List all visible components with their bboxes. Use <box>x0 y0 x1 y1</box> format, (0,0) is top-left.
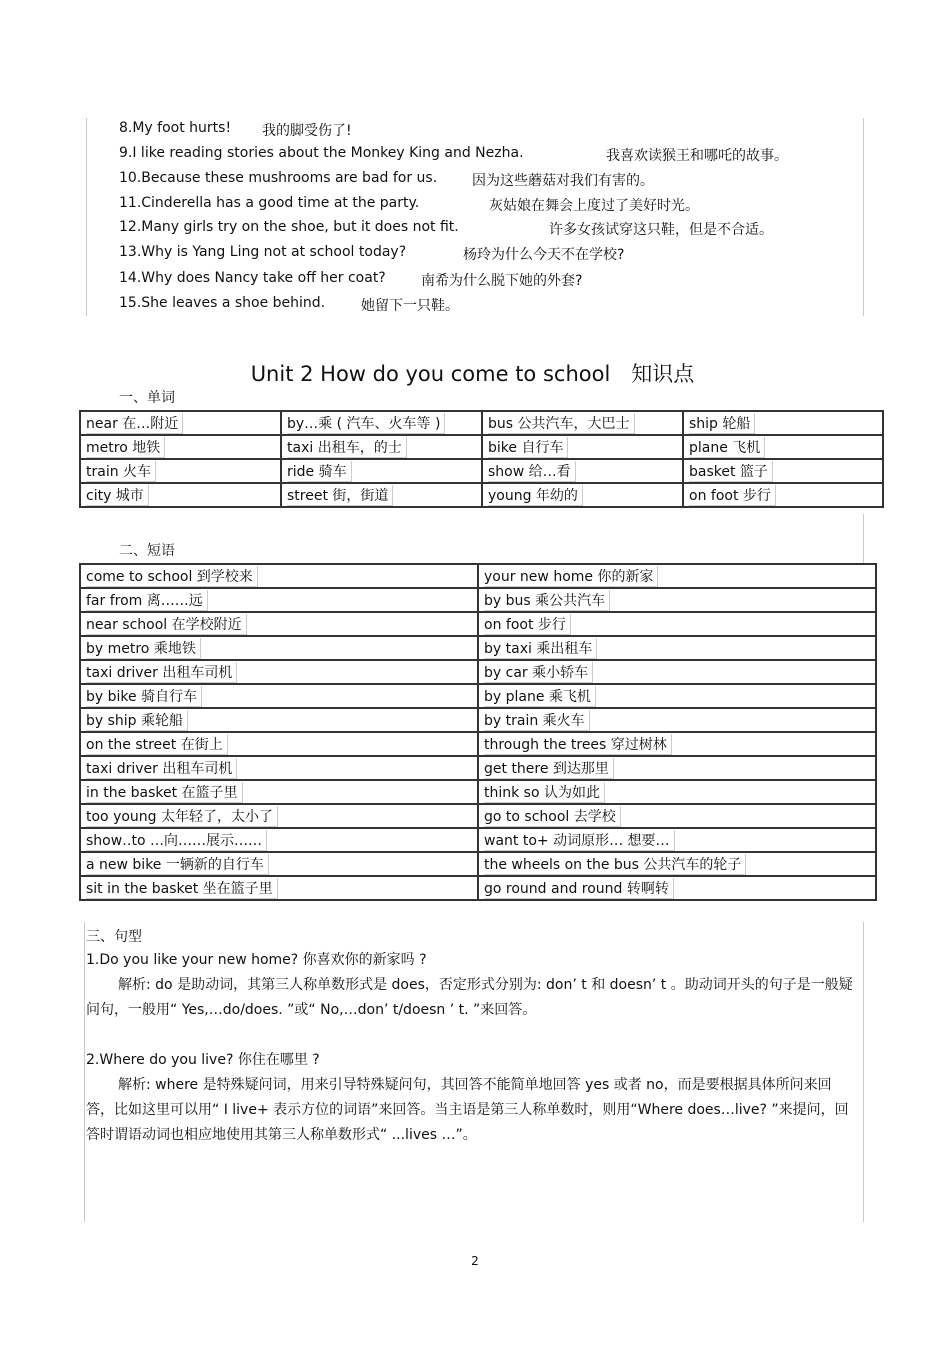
word-row <box>80 459 883 483</box>
phrase-entry: by car 乘小轿车 <box>484 662 593 683</box>
phrase-cell <box>478 780 876 804</box>
word-cell <box>80 411 281 435</box>
phrase-row <box>80 876 876 900</box>
sentence-item <box>119 219 773 238</box>
word-row <box>80 411 883 435</box>
phrase-row <box>80 852 876 876</box>
phrase-row <box>80 804 876 828</box>
phrase-entry: by metro 乘地铁 <box>86 638 201 659</box>
phrase-entry: think so 认为如此 <box>484 782 605 803</box>
phrase-cell <box>80 564 478 588</box>
sentence-item <box>119 270 583 289</box>
phrase-entry: by bike 骑自行车 <box>86 686 202 707</box>
phrase-cell <box>478 588 876 612</box>
sentence-english: 8.My foot hurts! <box>119 120 232 136</box>
phrase-cell <box>478 660 876 684</box>
question-2-analysis: 解析: where 是特殊疑问词，用来引导特殊疑问句，其回答不能简单地回答 yes 或者 no，而是要根据具体所问来回答，比如这里可以用“ I live+ 表示方位的词语”来回答。当主语是第三人称单数时，则用“Where does…live? ”来提问，回答时谓语动词也相应地使用其第三人称单数形式“ ...lives …”。 <box>86 1077 849 1143</box>
word-cell <box>80 435 281 459</box>
phrase-entry: a new bike 一辆新的自行车 <box>86 854 269 875</box>
unit-title: Unit 2 How do you come to school 知识点 <box>250 362 695 386</box>
phrase-entry: far from 离……远 <box>86 590 208 611</box>
word-entry: young 年幼的 <box>488 485 583 506</box>
word-entry: near 在…附近 <box>86 413 183 434</box>
word-entry: taxi 出租车，的士 <box>287 437 407 458</box>
phrase-entry: on foot 步行 <box>484 614 571 635</box>
sentence-item <box>119 244 625 263</box>
word-cell <box>683 411 883 435</box>
phrase-cell <box>478 732 876 756</box>
word-entry: bus 公共汽车，大巴士 <box>488 413 635 434</box>
phrase-row <box>80 612 876 636</box>
phrase-row <box>80 684 876 708</box>
word-entry: on foot 步行 <box>689 485 776 506</box>
sentence-chinese: 她留下一只鞋。 <box>361 298 459 314</box>
phrase-entry: come to school 到学校来 <box>86 566 258 587</box>
page-number: 2 <box>471 1254 479 1268</box>
phrase-row <box>80 588 876 612</box>
sentence-english: 13.Why is Yang Ling not at school today? <box>119 244 407 260</box>
phrase-entry: too young 太年轻了，太小了 <box>86 806 278 827</box>
question-1: 1.Do you like your new home? 你喜欢你的新家吗 ? <box>86 952 427 968</box>
section-phrases-heading: 二、短语 <box>119 543 175 559</box>
word-cell <box>281 411 482 435</box>
sentence-item <box>119 170 654 189</box>
word-row <box>80 435 883 459</box>
sentence-chinese: 杨玲为什么今天不在学校? <box>463 247 625 263</box>
phrase-cell <box>80 828 478 852</box>
phrase-entry: by plane 乘飞机 <box>484 686 596 707</box>
phrase-row <box>80 564 876 588</box>
phrase-row <box>80 780 876 804</box>
phrase-entry: show‥to …向……展示…… <box>86 830 267 851</box>
word-entry: ride 骑车 <box>287 461 352 482</box>
phrase-entry: go to school 去学校 <box>484 806 621 827</box>
phrase-cell <box>80 756 478 780</box>
word-entry: train 火车 <box>86 461 156 482</box>
sentence-english: 11.Cinderella has a good time at the party. <box>119 195 420 211</box>
phrase-cell <box>80 732 478 756</box>
word-cell <box>80 483 281 507</box>
word-entry: ship 轮船 <box>689 413 755 434</box>
phrase-cell <box>80 876 478 900</box>
sentence-english: 9.I like reading stories about the Monkey King and Nezha. <box>119 145 524 161</box>
phrase-entry: by taxi 乘出租车 <box>484 638 597 659</box>
sentence-chinese: 我的脚受伤了! <box>262 123 352 139</box>
words-table <box>79 410 884 508</box>
word-cell <box>482 459 683 483</box>
word-entry: plane 飞机 <box>689 437 765 458</box>
question-2: 2.Where do you live? 你住在哪里 ? <box>86 1052 320 1068</box>
section-words-heading: 一、单词 <box>119 390 175 406</box>
sentence-chinese: 因为这些蘑菇对我们有害的。 <box>472 173 654 189</box>
word-row <box>80 483 883 507</box>
phrase-cell <box>478 804 876 828</box>
phrase-cell <box>478 852 876 876</box>
word-cell <box>683 435 883 459</box>
phrases-table <box>79 563 877 901</box>
phrase-cell <box>478 828 876 852</box>
sentence-item <box>119 120 352 139</box>
phrase-row <box>80 756 876 780</box>
phrase-entry: go round and round 转啊转 <box>484 878 674 899</box>
sentence-item <box>119 195 699 214</box>
right-rule-mid <box>863 514 864 564</box>
word-entry: bike 自行车 <box>488 437 568 458</box>
word-entry: by…乘 ( 汽车、火车等 ) <box>287 413 445 434</box>
phrase-cell <box>80 708 478 732</box>
phrase-entry: want to+ 动词原形… 想要… <box>484 830 675 851</box>
phrase-entry: the wheels on the bus 公共汽车的轮子 <box>484 854 746 875</box>
sentence-chinese: 许多女孩试穿这只鞋，但是不合适。 <box>549 222 773 238</box>
section-sentences-heading: 三、句型 <box>86 929 142 945</box>
phrase-cell <box>80 780 478 804</box>
phrase-cell <box>80 588 478 612</box>
word-cell <box>281 459 482 483</box>
phrase-entry: by ship 乘轮船 <box>86 710 188 731</box>
phrase-row <box>80 636 876 660</box>
sentence-english: 15.She leaves a shoe behind. <box>119 295 326 311</box>
phrase-cell <box>80 660 478 684</box>
phrase-entry: get there 到达那里 <box>484 758 614 779</box>
sentence-chinese: 南希为什么脱下她的外套? <box>421 273 583 289</box>
phrase-entry: taxi driver 出租车司机 <box>86 662 237 683</box>
phrase-entry: near school 在学校附近 <box>86 614 247 635</box>
phrase-cell <box>478 612 876 636</box>
phrase-cell <box>80 612 478 636</box>
phrase-cell <box>478 756 876 780</box>
word-cell <box>281 435 482 459</box>
phrase-cell <box>478 636 876 660</box>
phrase-cell <box>478 684 876 708</box>
word-cell <box>281 483 482 507</box>
sentence-english: 14.Why does Nancy take off her coat? <box>119 270 386 286</box>
phrase-cell <box>80 636 478 660</box>
right-rule-bottom <box>863 922 864 1222</box>
sentence-english: 12.Many girls try on the shoe, but it does not fit. <box>119 219 459 235</box>
phrase-cell <box>478 564 876 588</box>
word-entry: show 给…看 <box>488 461 576 482</box>
sentence-chinese: 我喜欢读猴王和哪吒的故事。 <box>606 148 788 164</box>
phrase-cell <box>478 708 876 732</box>
word-cell <box>482 411 683 435</box>
left-rule-top <box>86 118 87 316</box>
phrase-entry: through the trees 穿过树林 <box>484 734 672 755</box>
phrase-entry: taxi driver 出租车司机 <box>86 758 237 779</box>
sentence-item <box>119 295 459 314</box>
phrase-cell <box>80 684 478 708</box>
phrase-entry: on the street 在街上 <box>86 734 228 755</box>
word-entry: street 街，街道 <box>287 485 393 506</box>
phrase-row <box>80 828 876 852</box>
word-cell <box>683 483 883 507</box>
phrase-entry: by bus 乘公共汽车 <box>484 590 610 611</box>
word-cell <box>482 435 683 459</box>
phrase-entry: your new home 你的新家 <box>484 566 658 587</box>
phrase-cell <box>80 852 478 876</box>
sentence-item <box>119 145 788 164</box>
phrase-row <box>80 708 876 732</box>
question-1-analysis: 解析: do 是助动词，其第三人称单数形式是 does，否定形式分别为: don’ t 和 doesn’ t 。助动词开头的句子是一般疑问句，一般用“ Yes,…do/does. ”或“ No,…don’ t/doesn ’ t. ”来回答。 <box>86 977 853 1018</box>
sentence-chinese: 灰姑娘在舞会上度过了美好时光。 <box>489 198 699 214</box>
phrase-row <box>80 732 876 756</box>
phrase-row <box>80 660 876 684</box>
phrase-cell <box>80 804 478 828</box>
word-cell <box>80 459 281 483</box>
left-rule-bottom <box>84 922 85 1222</box>
word-cell <box>683 459 883 483</box>
sentence-english: 10.Because these mushrooms are bad for us. <box>119 170 438 186</box>
word-entry: city 城市 <box>86 485 149 506</box>
word-cell <box>482 483 683 507</box>
phrase-entry: in the basket 在篮子里 <box>86 782 243 803</box>
word-entry: basket 篮子 <box>689 461 773 482</box>
phrase-entry: by train 乘火车 <box>484 710 590 731</box>
phrase-entry: sit in the basket 坐在篮子里 <box>86 878 278 899</box>
phrase-cell <box>478 876 876 900</box>
right-rule-top <box>863 118 864 316</box>
word-entry: metro 地铁 <box>86 437 165 458</box>
